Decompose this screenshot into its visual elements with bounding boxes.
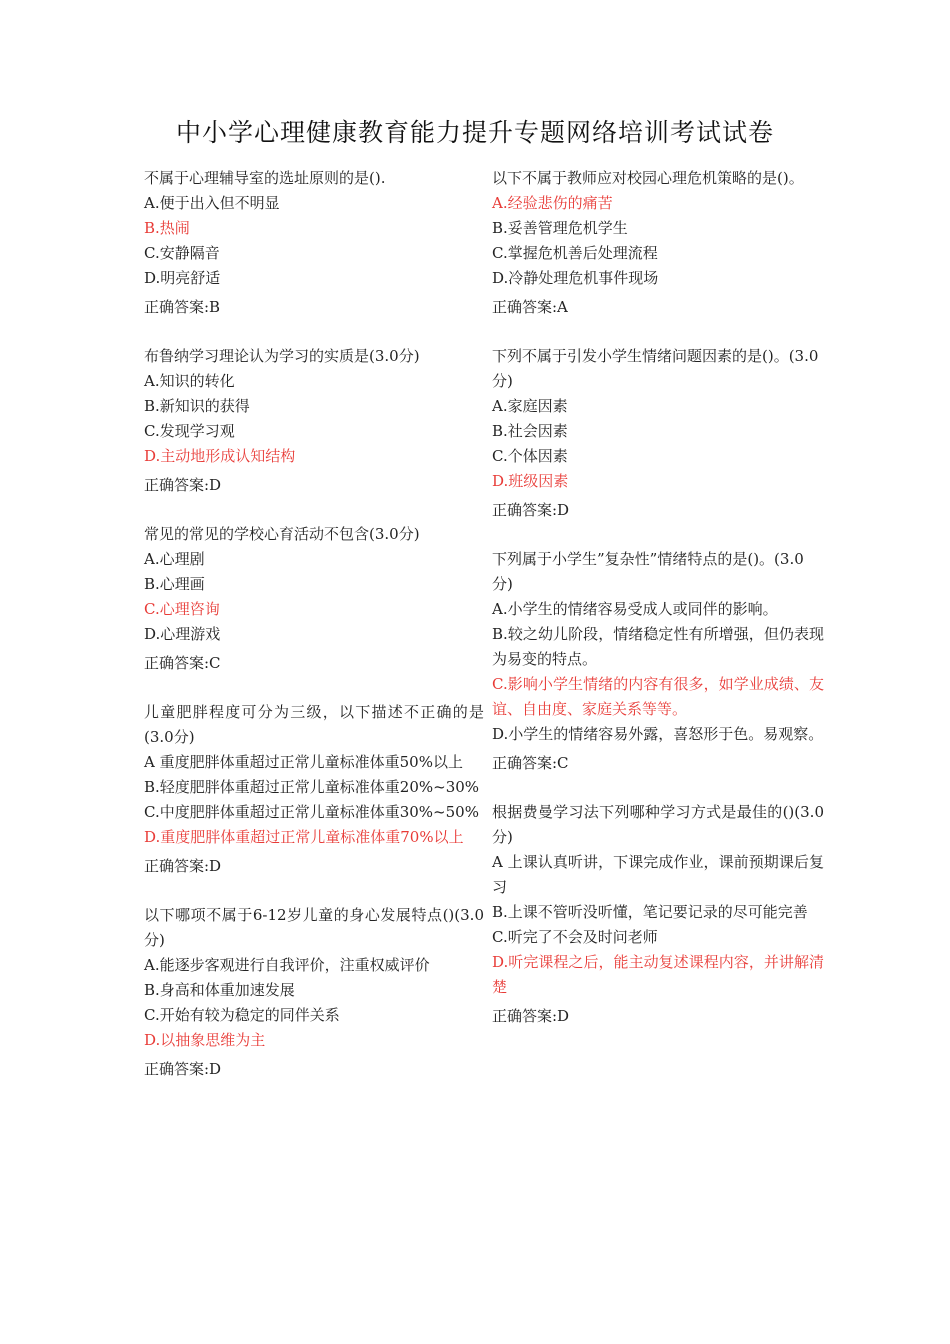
question-block xyxy=(492,344,824,523)
option-b: B.社会因素 xyxy=(492,422,568,440)
option-c: C.个体因素 xyxy=(492,447,568,465)
option-a: A.小学生的情绪容易受成人或同伴的影响。 xyxy=(492,600,778,618)
correct-answer: 正确答案:C xyxy=(492,754,569,772)
question-block xyxy=(492,166,824,320)
option-a: A.心理剧 xyxy=(144,550,205,568)
option-a: A.家庭因素 xyxy=(492,397,568,415)
question-stem: 以下不属于教师应对校园心理危机策略的是()。 xyxy=(492,169,804,187)
option-c: C.听完了不会及时问老师 xyxy=(492,928,658,946)
correct-answer: 正确答案:A xyxy=(492,298,568,316)
correct-answer: 正确答案:D xyxy=(144,476,222,494)
question-block xyxy=(144,903,484,1082)
option-a: A 上课认真听讲，下课完成作业，课前预期课后复习 xyxy=(492,853,824,896)
question-stem: 以下哪项不属于6-12岁儿童的身心发展特点()(3.0分) xyxy=(144,906,484,949)
question-stem: 根据费曼学习法下列哪种学习方式是最佳的()(3.0分) xyxy=(492,803,824,846)
question-block xyxy=(144,344,484,498)
option-d: D.明亮舒适 xyxy=(144,269,221,287)
option-b: B.上课不管听没听懂，笔记要记录的尽可能完善 xyxy=(492,903,808,921)
correct-answer: 正确答案:C xyxy=(144,654,221,672)
question-block xyxy=(492,547,824,776)
question-stem: 下列属于小学生”复杂性”情绪特点的是()。(3.0分) xyxy=(492,550,804,593)
option-c: C.开始有较为稳定的同伴关系 xyxy=(144,1006,340,1024)
option-b: B.新知识的获得 xyxy=(144,397,250,415)
question-block xyxy=(144,166,484,320)
option-d-correct: D.以抽象思维为主 xyxy=(144,1031,266,1049)
option-a: A.知识的转化 xyxy=(144,372,235,390)
option-c: C.发现学习观 xyxy=(144,422,235,440)
option-d: D.心理游戏 xyxy=(144,625,221,643)
option-d-correct: D.班级因素 xyxy=(492,472,569,490)
option-b: B.较之幼儿阶段，情绪稳定性有所增强，但仍表现为易变的特点。 xyxy=(492,625,824,668)
option-c: C.中度肥胖体重超过正常儿童标准体重30%~50% xyxy=(144,803,479,821)
correct-answer: 正确答案:D xyxy=(144,857,222,875)
option-a: A 重度肥胖体重超过正常儿童标准体重50%以上 xyxy=(144,753,463,771)
right-column xyxy=(492,166,824,1053)
option-c-correct: C.影响小学生情绪的内容有很多，如学业成绩、友谊、自由度、家庭关系等等。 xyxy=(492,675,824,718)
option-c: C.安静隔音 xyxy=(144,244,220,262)
question-block xyxy=(144,522,484,676)
option-b: B.心理画 xyxy=(144,575,205,593)
question-block xyxy=(492,800,824,1029)
option-c-correct: C.心理咨询 xyxy=(144,600,220,618)
option-d-correct: D.重度肥胖体重超过正常儿童标准体重70%以上 xyxy=(144,828,464,846)
option-d: D.冷静处理危机事件现场 xyxy=(492,269,659,287)
correct-answer: 正确答案:D xyxy=(492,501,570,519)
option-c: C.掌握危机善后处理流程 xyxy=(492,244,658,262)
exam-title: 中小学心理健康教育能力提升专题网络培训考试试卷 xyxy=(175,118,774,147)
option-d: D.小学生的情绪容易外露，喜怒形于色。易观察。 xyxy=(492,725,824,743)
correct-answer: 正确答案:D xyxy=(144,1060,222,1078)
option-d-correct: D.听完课程之后，能主动复述课程内容，并讲解清楚 xyxy=(492,953,824,996)
question-stem: 布鲁纳学习理论认为学习的实质是(3.0分) xyxy=(144,347,420,365)
option-a-correct: A.经验悲伤的痛苦 xyxy=(492,194,613,212)
question-block xyxy=(144,700,484,879)
option-b-correct: B.热闹 xyxy=(144,219,190,237)
option-d-correct: D.主动地形成认知结构 xyxy=(144,447,296,465)
option-b: B.轻度肥胖体重超过正常儿童标准体重20%~30% xyxy=(144,778,480,796)
question-stem: 儿童肥胖程度可分为三级，以下描述不正确的是(3.0分) xyxy=(144,703,484,746)
question-stem: 不属于心理辅导室的选址原则的是(). xyxy=(144,169,386,187)
option-b: B.身高和体重加速发展 xyxy=(144,981,295,999)
option-a: A.便于出入但不明显 xyxy=(144,194,280,212)
left-column xyxy=(144,166,484,1106)
option-a: A.能逐步客观进行自我评价，注重权威评价 xyxy=(144,956,430,974)
question-stem: 常见的常见的学校心育活动不包含(3.0分) xyxy=(144,525,420,543)
correct-answer: 正确答案:B xyxy=(144,298,221,316)
correct-answer: 正确答案:D xyxy=(492,1007,570,1025)
question-stem: 下列不属于引发小学生情绪问题因素的是()。(3.0分) xyxy=(492,347,819,390)
option-b: B.妥善管理危机学生 xyxy=(492,219,628,237)
